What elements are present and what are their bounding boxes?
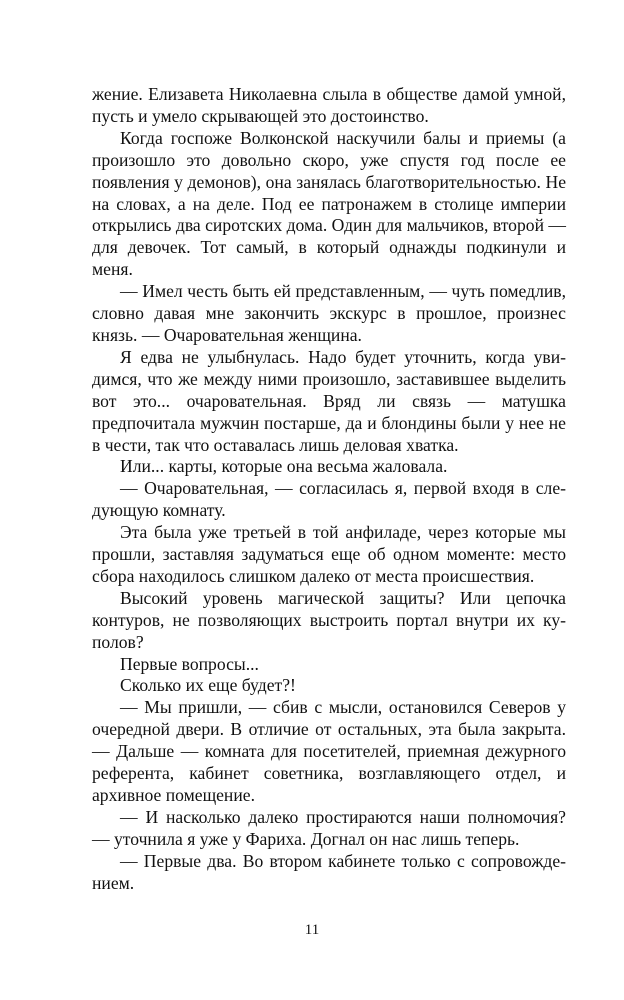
- page-number: 11: [304, 922, 320, 938]
- paragraph: Когда госпоже Волконской наскучили балы и приемы (а произошло это довольно скоро, уже спустя год после ее появления у демонов), она занялась благотворительностью. Не на словах, а на деле. Под ее патронажем в столице империи открылись два сиротских дома. Один для мальчиков, второй — для девочек. Тот самый, в который однажды подкинули и меня.: [92, 127, 566, 280]
- paragraph: Или... карты, которые она весьма жаловала.: [120, 456, 448, 477]
- paragraph: — Первые два. Во втором кабинете только с сопровождением.: [92, 850, 566, 893]
- paragraph: Я едва не улыбнулась. Надо будет уточнить, когда увидимся, что же между ними произошло, заставившее выделить вот это... очаровательная. Вряд ли связь — матушка предпочитала мужчин постарше, да и блондины были у нее не в чести, так что оставалась лишь деловая хватка.: [92, 346, 566, 455]
- paragraph: — Очаровательная, — согласилась я, первой входя в следующую комнату.: [92, 478, 566, 521]
- paragraph: — Мы пришли, — сбив с мысли, остановился Северов у очередной двери. В отличие от остальных, эта была закрыта. — Дальше — комната для посетителей, приемная дежурного референта, кабинет советника, возглавляющего отдел, и архивное помещение.: [92, 697, 566, 805]
- page-text: [92, 84, 566, 895]
- paragraph: — Имел честь быть ей представленным, — чуть помедлив, словно давая мне закончить экскурс в прошлое, произнес князь. — Очаровательная женщина.: [92, 281, 566, 345]
- paragraph: Высокий уровень магической защиты? Или цепочка контуров, не позволяющих выстроить портал внутри их куполов?: [92, 587, 566, 652]
- paragraph: Сколько их еще будет?!: [120, 675, 296, 696]
- paragraph: Эта была уже третьей в той анфиладе, через которые мы прошли, заставляя задуматься еще об одном моменте: место сбора находилось слишком далеко от места происшествия.: [92, 522, 566, 586]
- paragraph: — И насколько далеко простираются наши полномочия? — уточнила я уже у Фариха. Догнал он нас лишь теперь.: [92, 806, 566, 849]
- paragraph: Первые вопросы...: [120, 653, 259, 674]
- paragraph: жение. Елизавета Николаевна слыла в обществе дамой умной, пусть и умело скрывающей это достоинство.: [92, 84, 566, 126]
